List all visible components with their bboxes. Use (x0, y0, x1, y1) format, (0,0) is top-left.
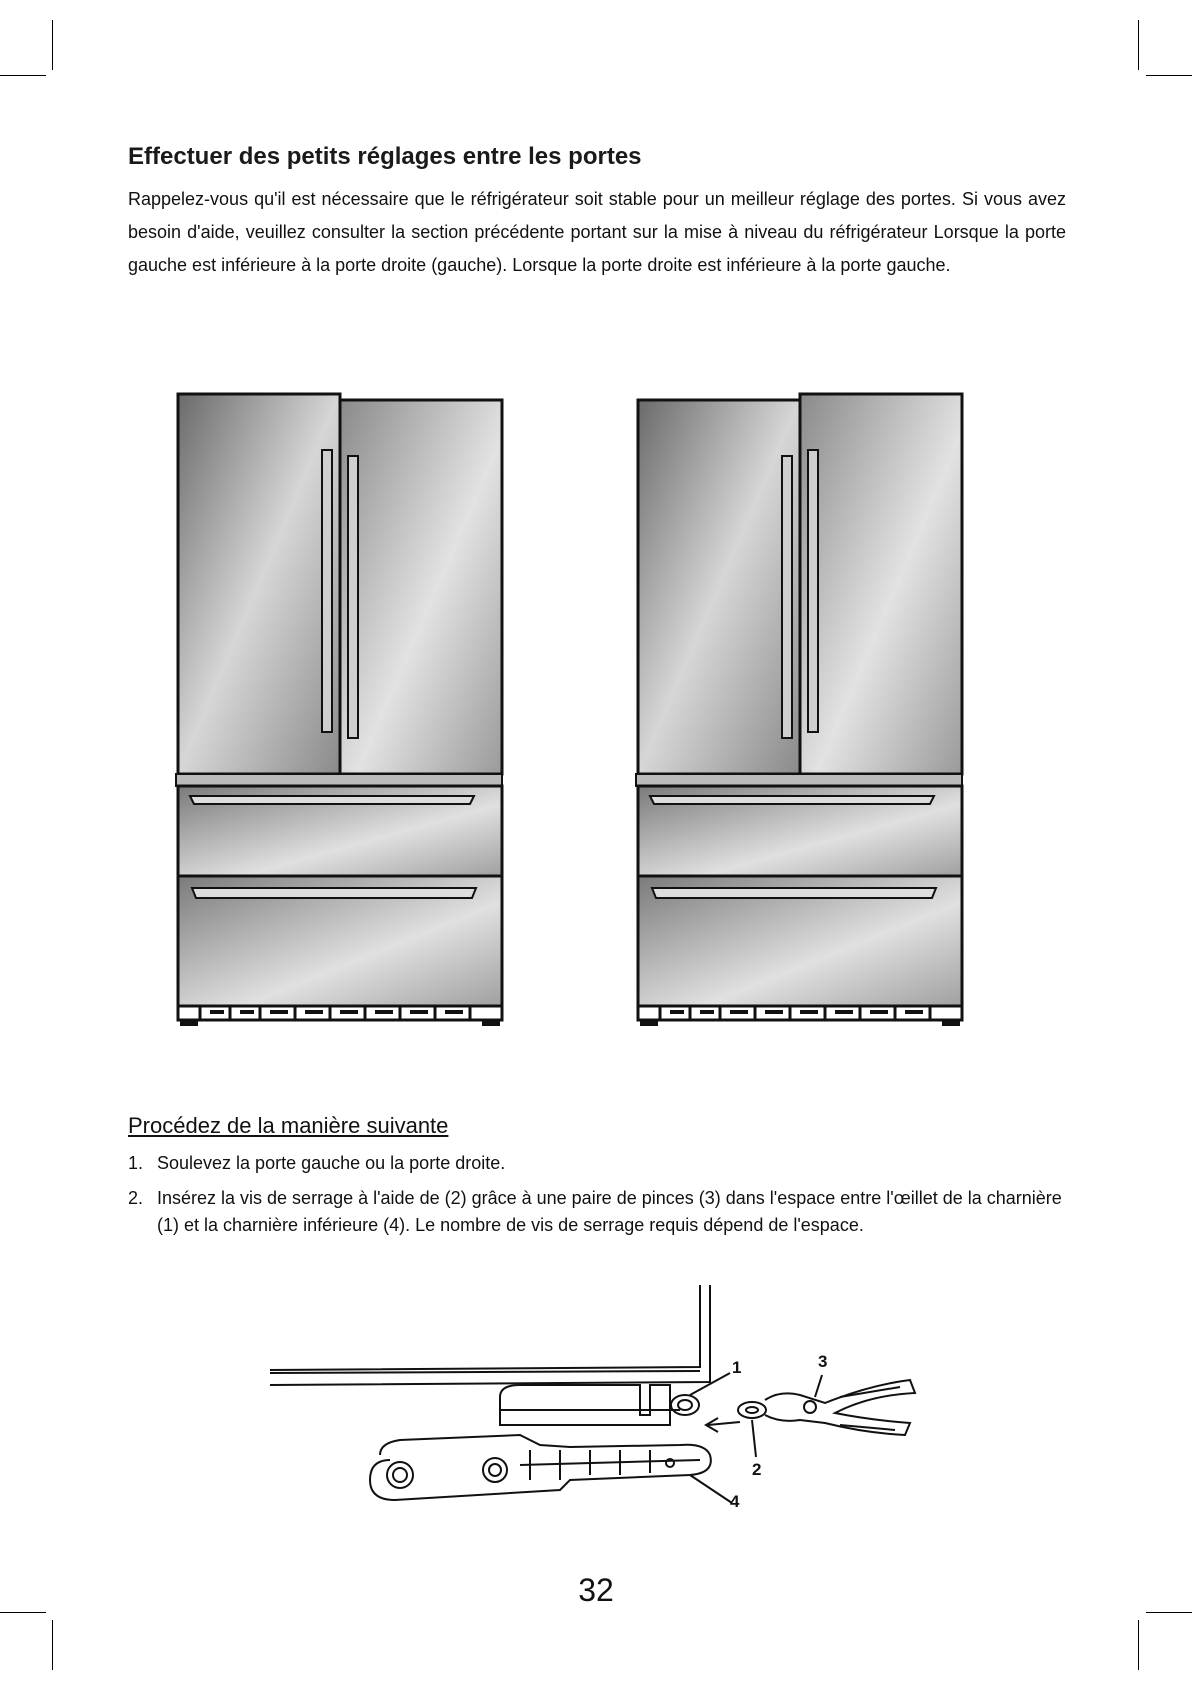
step-text: Soulevez la porte gauche ou la porte droite. (157, 1153, 506, 1173)
list-item (128, 1185, 1068, 1239)
callout-label-1: 1 (732, 1358, 742, 1377)
crop-mark (1138, 1620, 1139, 1670)
step-text: Insérez la vis de serrage à l'aide de (2) grâce à une paire de pinces (3) dans l'espace entre l'œillet de la charnière (1) et la charnière inférieure (4). Le nombre de vis de serrage requis dépend de l'espace. (157, 1188, 1062, 1235)
crop-mark (52, 1620, 53, 1670)
section-heading: Effectuer des petits réglages entre les portes (128, 143, 642, 170)
page-number: 32 (578, 1572, 614, 1608)
fridge-illustration-left (170, 392, 510, 1032)
crop-mark (1146, 1612, 1192, 1613)
hinge-diagram (270, 1285, 930, 1515)
callout-label-3: 3 (818, 1352, 828, 1371)
procedure-steps (128, 1150, 1068, 1247)
fridge-illustration-right (630, 392, 970, 1032)
crop-mark (0, 75, 46, 76)
crop-mark (1138, 20, 1139, 70)
procedure-title: Procédez de la manière suivante (128, 1113, 449, 1138)
crop-mark (52, 20, 53, 70)
list-item (128, 1150, 1068, 1177)
callout-label-4: 4 (730, 1492, 740, 1511)
step-number: 1. (128, 1153, 144, 1173)
crop-mark (0, 1612, 46, 1613)
intro-paragraph: Rappelez-vous qu'il est nécessaire que le réfrigérateur soit stable pour un meilleur réglage des portes. Si vous avez besoin d'aide, veuillez consulter la section précédente portant sur la mise à niveau du réfrigérateur Lorsque la porte gauche est inférieure à la porte droite (gauche). Lorsque la porte droite est inférieure à la porte gauche. (128, 189, 1066, 275)
callout-label-2: 2 (752, 1460, 762, 1479)
step-number: 2. (128, 1188, 144, 1208)
crop-mark (1146, 75, 1192, 76)
